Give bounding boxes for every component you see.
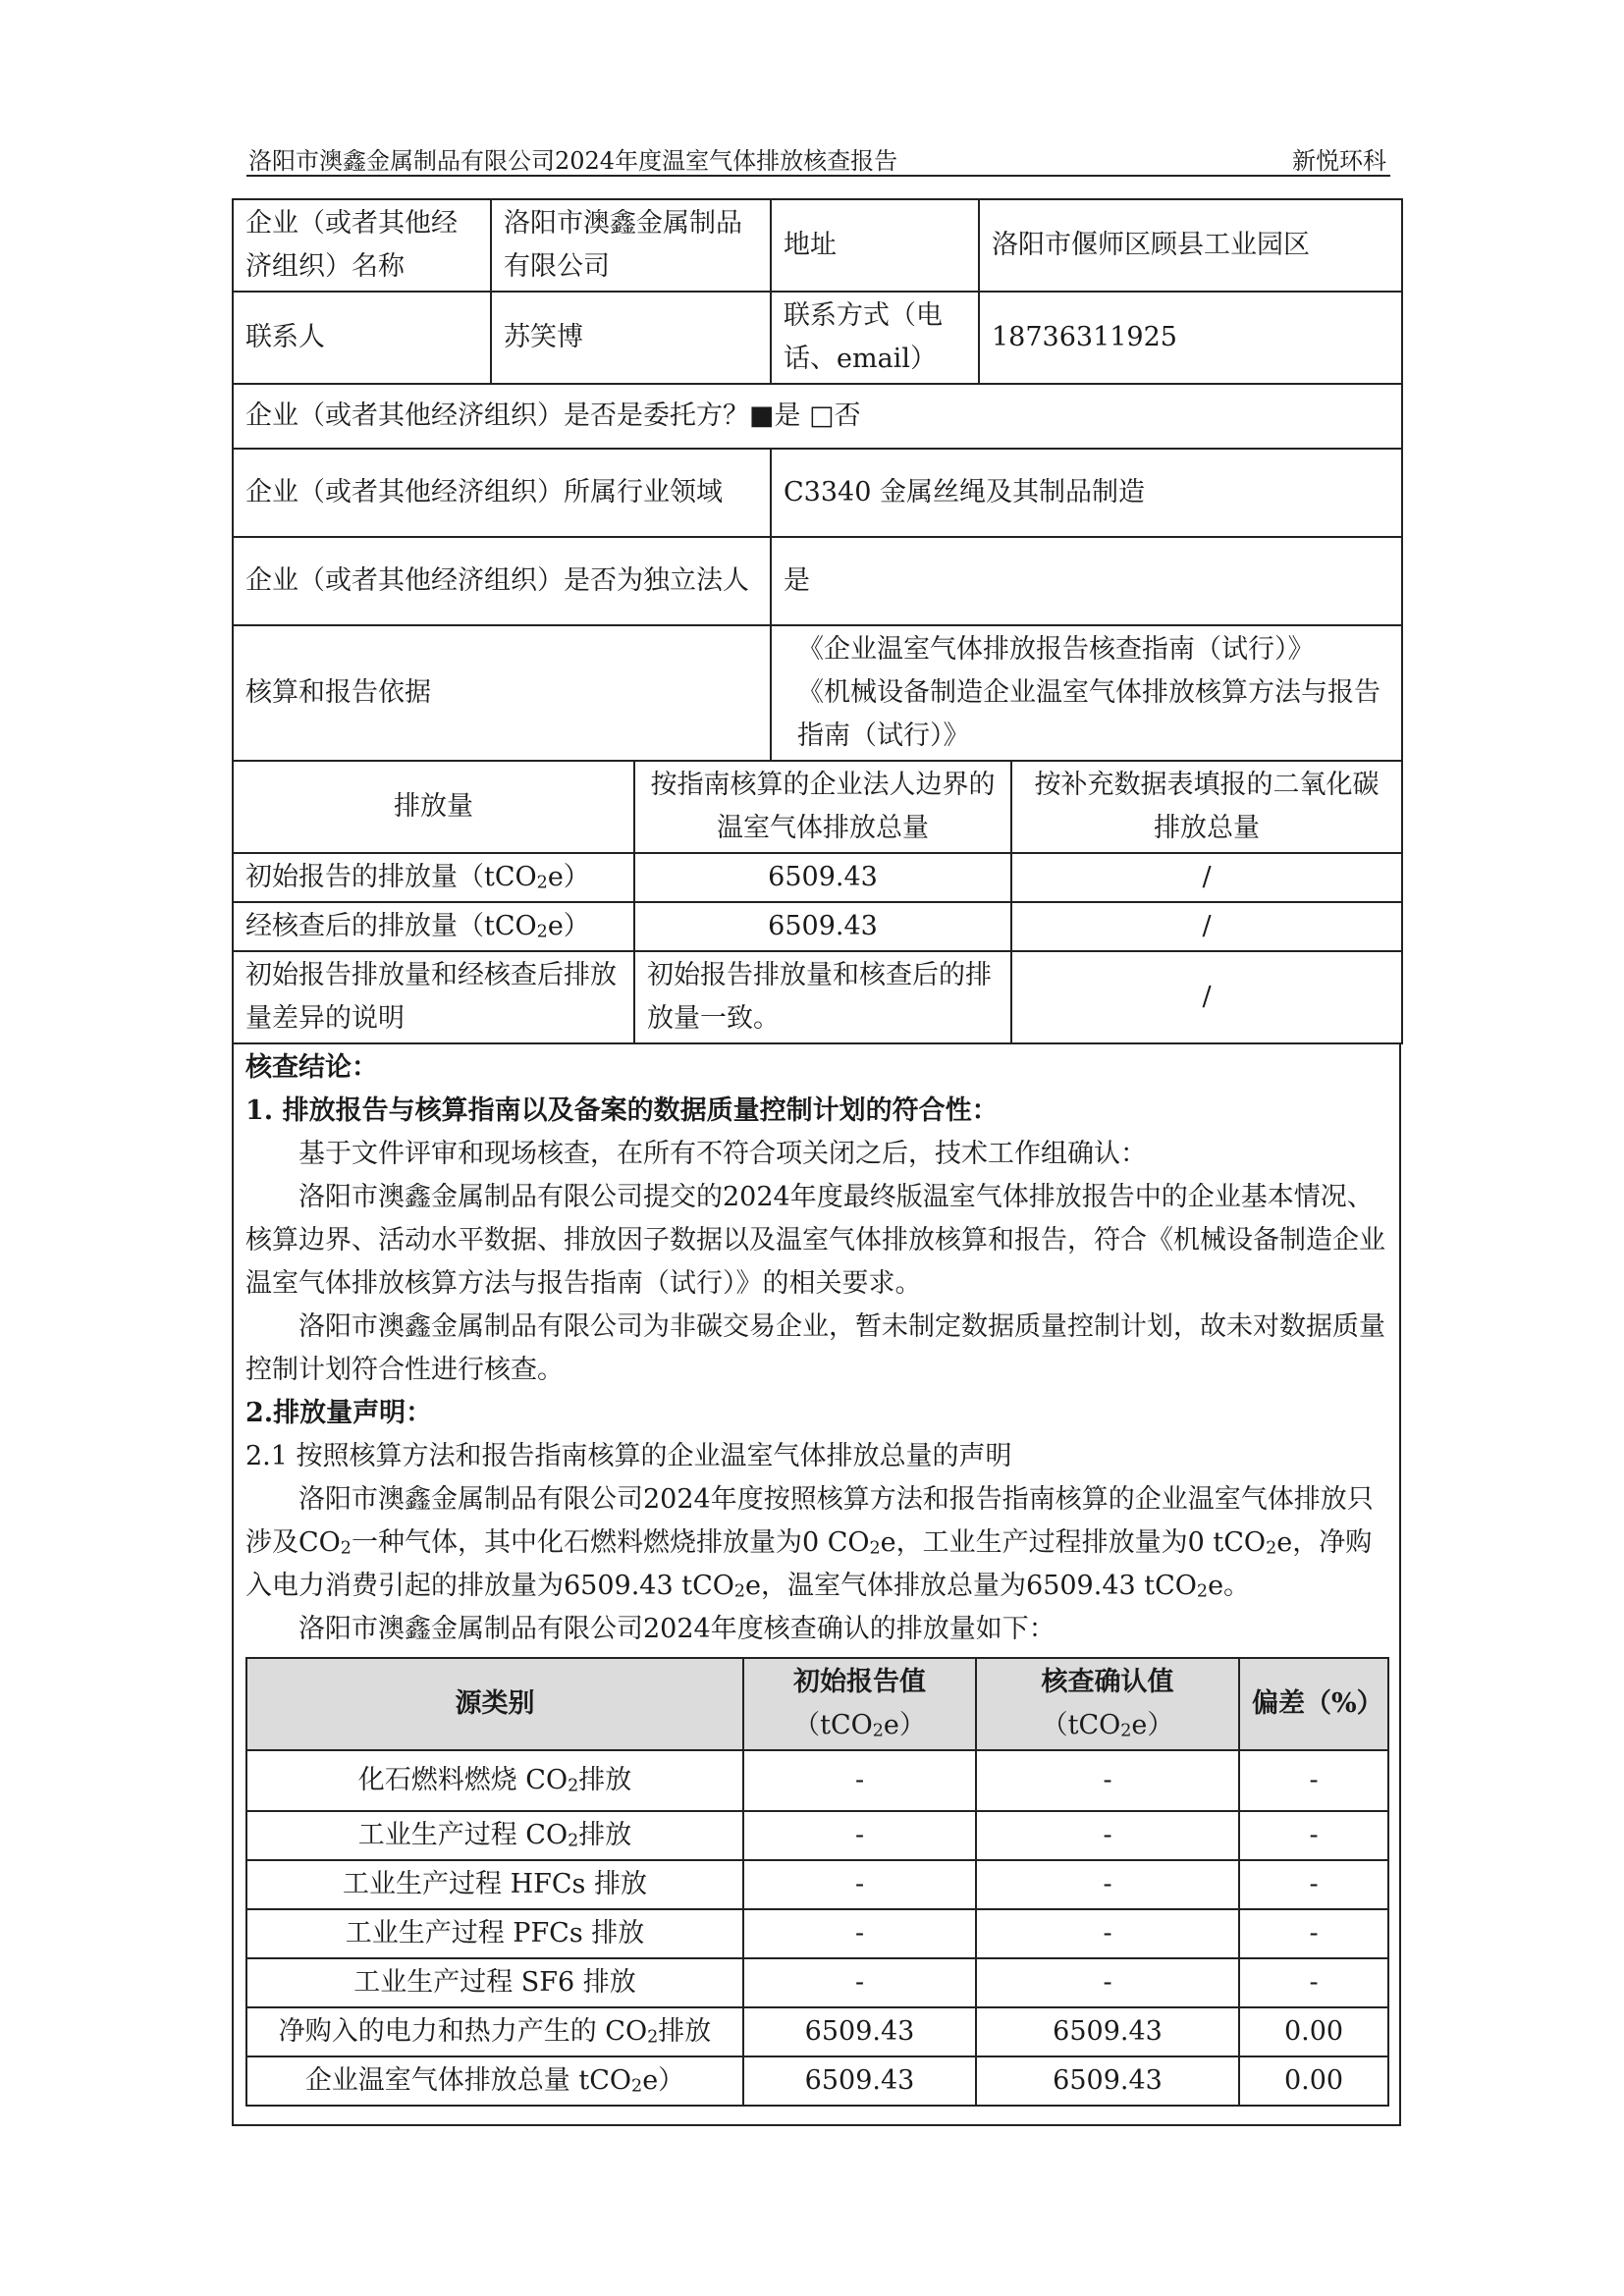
deviation-value: - bbox=[1239, 1811, 1388, 1860]
initial-value: - bbox=[743, 1958, 976, 2007]
source-category: 工业生产过程 $CO_2$排放 bbox=[246, 1811, 743, 1860]
legal-person-label: 企业（或者其他经济组织）是否为独立法人 bbox=[233, 537, 771, 625]
initial-emission-label: 初始报告的排放量（tCO$_2$e） bbox=[233, 853, 634, 902]
deviation-value: 0.00 bbox=[1239, 2056, 1388, 2106]
section-1-title: 1. 排放报告与核算指南以及备案的数据质量控制计划的符合性： bbox=[245, 1095, 999, 1126]
verified-value: - bbox=[976, 1811, 1239, 1860]
contact-label: 联系人 bbox=[233, 292, 491, 384]
table-row bbox=[246, 1750, 1388, 1811]
difference-explanation: 初始报告排放量和核查后的排放量一致。 bbox=[634, 951, 1011, 1043]
table-row bbox=[246, 1909, 1388, 1958]
difference-label: 初始报告排放量和经核查后排放量差异的说明 bbox=[233, 951, 634, 1043]
source-header: 源类别 bbox=[246, 1658, 743, 1750]
address-value: 洛阳市偃师区顾县工业园区 bbox=[979, 199, 1402, 292]
paragraph: 洛阳市澳鑫金属制品有限公司2024年度核查确认的排放量如下： bbox=[298, 1614, 1056, 1644]
initial-value: - bbox=[743, 1909, 976, 1958]
paragraph: 基于文件评审和现场核查，在所有不符合项关闭之后，技术工作组确认： bbox=[298, 1139, 1147, 1169]
deviation-header: 偏差（%） bbox=[1239, 1658, 1388, 1750]
deviation-value: - bbox=[1239, 1958, 1388, 2007]
deviation-value: - bbox=[1239, 1860, 1388, 1909]
table-row bbox=[246, 1860, 1388, 1909]
initial-value: - bbox=[743, 1750, 976, 1811]
initial-value: - bbox=[743, 1860, 976, 1909]
org-name: 新悦环科 bbox=[1292, 147, 1386, 175]
initial-value: 6509.43 bbox=[743, 2056, 976, 2106]
company-info-table bbox=[232, 198, 1403, 762]
table-row bbox=[246, 2007, 1388, 2056]
address-label: 地址 bbox=[771, 199, 979, 292]
company-value: 洛阳市澳鑫金属制品有限公司 bbox=[491, 199, 771, 292]
basis-value bbox=[771, 625, 1402, 761]
verified-value: - bbox=[976, 1750, 1239, 1811]
initial-header: 初始报告值 （tCO$_2$e） bbox=[743, 1658, 976, 1750]
verified-value: 6509.43 bbox=[976, 2056, 1239, 2106]
conclusion-section bbox=[232, 1044, 1401, 2126]
emissions-col-header: 按指南核算的企业法人边界的温室气体排放总量 bbox=[634, 761, 1011, 853]
industry-label: 企业（或者其他经济组织）所属行业领域 bbox=[233, 449, 771, 537]
initial-co2-value: / bbox=[1011, 853, 1402, 902]
phone-value: 18736311925 bbox=[979, 292, 1402, 384]
source-category: 净购入的电力和热力产生的 $CO_2$排放 bbox=[246, 2007, 743, 2056]
emissions-table bbox=[232, 760, 1403, 1044]
source-category: 企业温室气体排放总量 tCO$_2$e） bbox=[246, 2056, 743, 2106]
report-body bbox=[232, 198, 1401, 2126]
difference-co2-value: / bbox=[1011, 951, 1402, 1043]
section-2-title: 2.排放量声明： bbox=[245, 1398, 433, 1428]
source-category: 化石燃料燃烧 $CO_2$排放 bbox=[246, 1750, 743, 1811]
basis-item: 《企业温室气体排放报告核查指南（试行）》 bbox=[797, 634, 1315, 665]
company-label: 企业（或者其他经济组织）名称 bbox=[233, 199, 491, 292]
verified-value: - bbox=[976, 1909, 1239, 1958]
deviation-value: - bbox=[1239, 1909, 1388, 1958]
verified-emissions-rows bbox=[246, 1750, 1388, 2106]
contact-value: 苏笑博 bbox=[491, 292, 771, 384]
table-row bbox=[246, 1811, 1388, 1860]
verified-emission-value: 6509.43 bbox=[634, 902, 1011, 951]
paragraph: 洛阳市澳鑫金属制品有限公司提交的2024年度最终版温室气体排放报告中的企业基本情况、核算边界、活动水平数据、排放因子数据以及温室气体排放核算和报告，符合《机械设备制造企业温室气体排放核算方法与报告指南（试行）》的相关要求。 bbox=[245, 1182, 1385, 1299]
basis-item: 《机械设备制造企业温室气体排放核算方法与报告指南（试行）》 bbox=[797, 677, 1380, 751]
source-category: 工业生产过程 PFCs 排放 bbox=[246, 1909, 743, 1958]
table-row bbox=[246, 1958, 1388, 2007]
emission-statement: 洛阳市澳鑫金属制品有限公司2024年度按照核算方法和报告指南核算的企业温室气体排放只涉及$CO_2$一种气体，其中化石燃料燃烧排放量为0 $CO_2e$，工业生产过程排放量为0 tCO$_2$e，净购入电力消费引起的排放量为6509.43 tCO$_2$e，温室气体排放总量为6509.43 tCO$_2$e。 bbox=[245, 1484, 1374, 1602]
deviation-value: - bbox=[1239, 1750, 1388, 1811]
section-2-1-title: 2.1 按照核算方法和报告指南核算的企业温室气体排放总量的声明 bbox=[245, 1441, 1012, 1471]
verified-emission-label: 经核查后的排放量（tCO$_2$e） bbox=[233, 902, 634, 951]
conclusion-title: 核查结论： bbox=[245, 1052, 378, 1083]
verified-value: - bbox=[976, 1860, 1239, 1909]
entrusted-row: 企业（或者其他经济组织）是否是委托方？■是 □否 bbox=[233, 384, 1402, 449]
initial-emission-value: 6509.43 bbox=[634, 853, 1011, 902]
emissions-col-header: 排放量 bbox=[233, 761, 634, 853]
verified-emissions-table bbox=[245, 1657, 1389, 2107]
phone-label: 联系方式（电话、email） bbox=[771, 292, 979, 384]
emissions-col-header: 按补充数据表填报的二氧化碳排放总量 bbox=[1011, 761, 1402, 853]
verified-header: 核查确认值 （tCO$_2$e） bbox=[976, 1658, 1239, 1750]
verified-value: - bbox=[976, 1958, 1239, 2007]
report-title: 洛阳市澳鑫金属制品有限公司2024年度温室气体排放核查报告 bbox=[248, 147, 898, 175]
initial-value: - bbox=[743, 1811, 976, 1860]
verified-co2-value: / bbox=[1011, 902, 1402, 951]
page-header bbox=[246, 139, 1390, 177]
basis-label: 核算和报告依据 bbox=[233, 625, 771, 761]
verified-value: 6509.43 bbox=[976, 2007, 1239, 2056]
source-category: 工业生产过程 HFCs 排放 bbox=[246, 1860, 743, 1909]
initial-value: 6509.43 bbox=[743, 2007, 976, 2056]
source-category: 工业生产过程 SF6 排放 bbox=[246, 1958, 743, 2007]
industry-value: C3340 金属丝绳及其制品制造 bbox=[771, 449, 1402, 537]
legal-person-value: 是 bbox=[771, 537, 1402, 625]
deviation-value: 0.00 bbox=[1239, 2007, 1388, 2056]
paragraph: 洛阳市澳鑫金属制品有限公司为非碳交易企业，暂未制定数据质量控制计划，故未对数据质量控制计划符合性进行核查。 bbox=[245, 1311, 1385, 1385]
table-row bbox=[246, 2056, 1388, 2106]
